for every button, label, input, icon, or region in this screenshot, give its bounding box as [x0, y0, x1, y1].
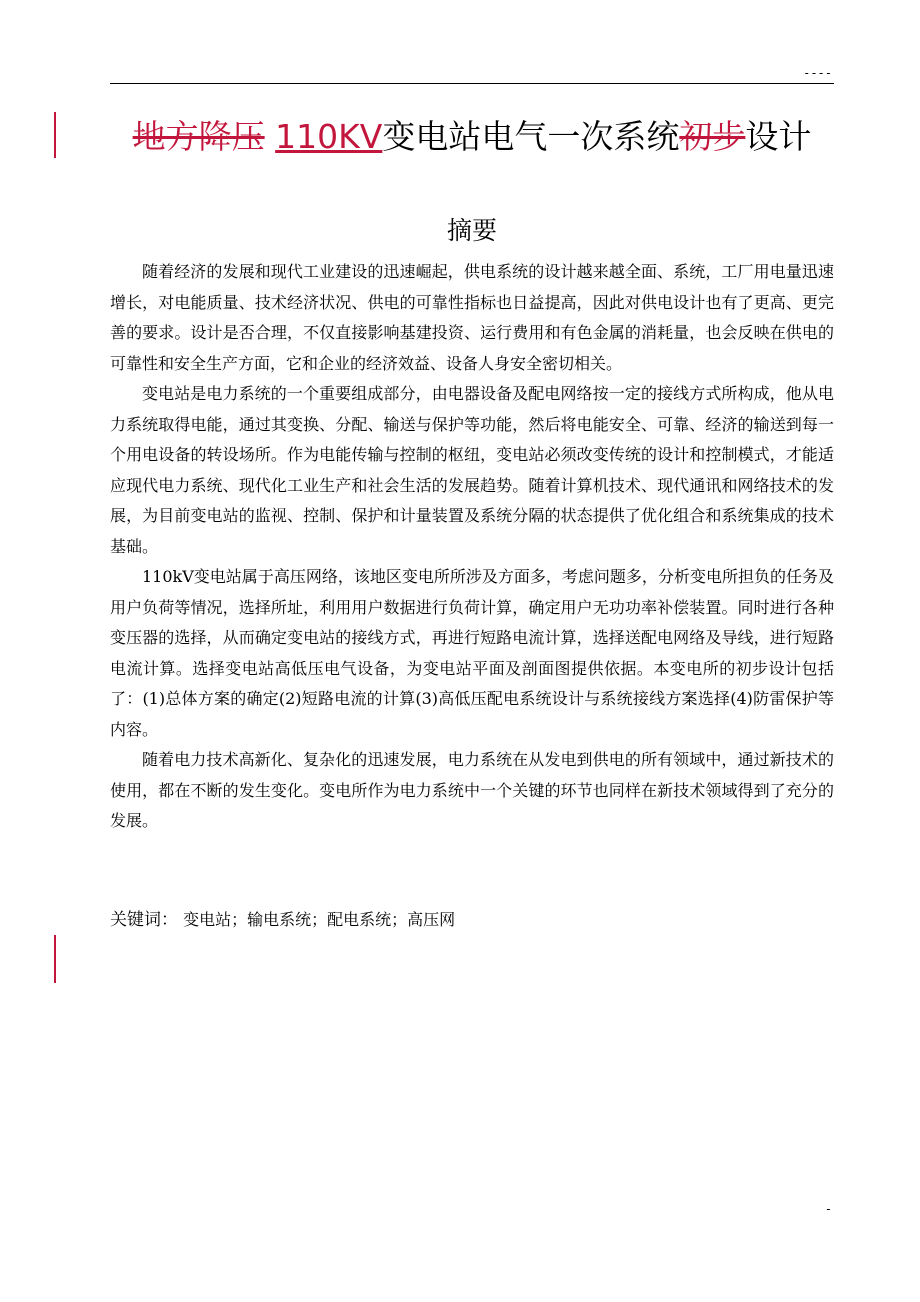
abstract-body: [110, 257, 834, 837]
paragraph: 随着经济的发展和现代工业建设的迅速崛起，供电系统的设计越来越全面、系统，工厂用电量迅速增长，对电能质量、技术经济状况、供电的可靠性指标也日益提高，因此对供电设计也有了更高、更完善的要求。设计是否合理，不仅直接影响基建投资、运行费用和有色金属的消耗量，也会反映在供电的可靠性和安全生产方面，它和企业的经济效益、设备人身安全密切相关。: [110, 262, 834, 373]
paragraph: 变电站是电力系统的一个重要组成部分，由电器设备及配电网络按一定的接线方式所构成，他从电力系统取得电能，通过其变换、分配、输送与保护等功能，然后将电能安全、可靠、经济的输送到每一个用电设备的转设场所。作为电能传输与控制的枢纽，变电站必须改变传统的设计和控制模式，才能适应现代电力系统、现代化工业生产和社会生活的发展趋势。随着计算机技术、现代通讯和网络技术的发展，为目前变电站的监视、控制、保护和计量装置及系统分隔的状态提供了优化组合和系统集成的技术基础。: [110, 384, 834, 556]
title-main-text: 变电站电气一次系统: [382, 117, 680, 156]
paragraph: 110kV变电站属于高压网络，该地区变电所所涉及方面多，考虑问题多，分析变电所担负的任务及用户负荷等情况，选择所址，利用用户数据进行负荷计算，确定用户无功功率补偿装置。同时进行各种变压器的选择，从而确定变电站的接线方式，再进行短路电流计算，选择送配电网络及导线，进行短路电流计算。选择变电站高低压电气设备，为变电站平面及剖面图提供依据。本变电所的初步设计包括了：(1)总体方案的确定(2)短路电流的计算(3)高低压配电系统设计与系统接线方案选择(4)防雷保护等内容。: [110, 567, 834, 739]
title-deleted-text-2: 初步: [679, 117, 746, 156]
footer-mark: -: [824, 1202, 832, 1216]
paragraph: 随着电力技术高新化、复杂化的迅速发展，电力系统在从发电到供电的所有领域中，通过新技术的使用，都在不断的发生变化。变电所作为电力系统中一个关键的环节也同样在新技术领域得到了充分的发展。: [110, 750, 834, 830]
header-rule: [110, 83, 834, 84]
keywords-label: 关键词：: [110, 910, 178, 930]
title-deleted-text: 地方降压: [132, 117, 265, 156]
title-end-text: 设计: [745, 117, 812, 156]
title-inserted-text: 110KV: [275, 117, 383, 156]
keywords-line: [110, 905, 455, 935]
change-bar-keywords: [54, 935, 56, 983]
change-bar-title: [54, 112, 56, 158]
abstract-heading: 摘要: [446, 216, 497, 245]
document-title: [110, 112, 834, 162]
header-mark: ----: [803, 66, 832, 80]
keywords-values: 变电站；输电系统；配电系统；高压网: [183, 910, 456, 929]
